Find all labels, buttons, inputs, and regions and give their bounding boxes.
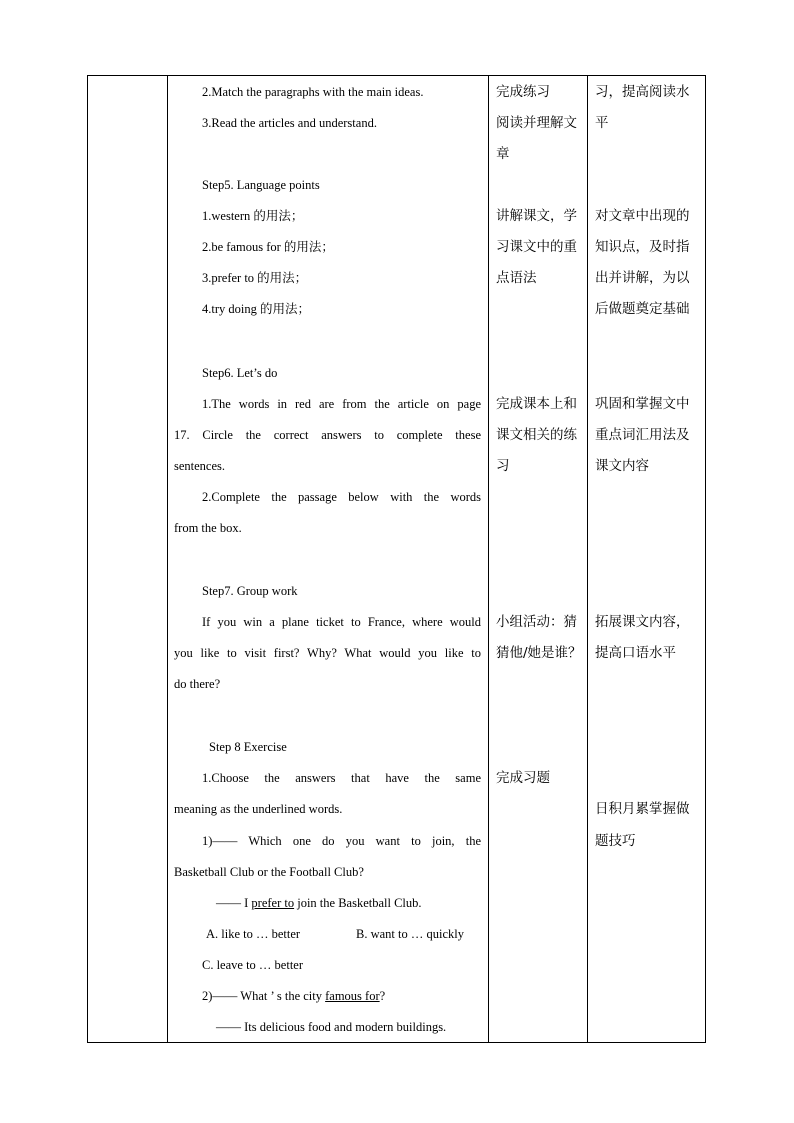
question1-line: 1)—— Which one do you want to join, the xyxy=(202,834,481,848)
intent-text: 对文章中出现的 xyxy=(595,208,690,224)
intent-text: 出并讲解，为以 xyxy=(595,270,690,286)
step8-title: Step 8 Exercise xyxy=(209,740,287,754)
activity-text: 阅读并理解文 xyxy=(496,115,577,131)
activity-text: 讲解课文，学 xyxy=(496,208,577,224)
step6-title: Step6. Let’s do xyxy=(202,366,278,380)
step8-line: 1.Choose the answers that have the same xyxy=(202,771,481,785)
step6-item1-line: sentences. xyxy=(174,459,226,473)
question1-option-a: A. like to … better xyxy=(206,927,301,941)
underlined-phrase: famous for xyxy=(325,989,380,1003)
intent-text: 后做题奠定基础 xyxy=(595,301,690,317)
question1-answer: —— I prefer to join the Basketball Club. xyxy=(216,896,422,910)
intent-text: 习，提高阅读水 xyxy=(595,84,690,100)
question2-answer: —— Its delicious food and modern buildings. xyxy=(216,1020,447,1034)
step7-line: do there? xyxy=(174,677,221,691)
step5-item: 4.try doing 的用法； xyxy=(202,302,310,316)
activity-text: 习课文中的重 xyxy=(496,239,577,255)
activity-text: 完成习题 xyxy=(496,770,550,786)
step6-item1-line: 17. Circle the correct answers to complete these xyxy=(174,428,481,442)
activity-text: 课文相关的练 xyxy=(496,427,577,443)
intent-text: 平 xyxy=(595,115,609,131)
reading-task-read: 3.Read the articles and understand. xyxy=(202,116,377,130)
intent-text: 巩固和掌握文中 xyxy=(595,396,690,412)
column-divider-1 xyxy=(167,75,168,1043)
activity-text: 猜他/她是谁？ xyxy=(496,645,582,661)
column-divider-3 xyxy=(587,75,588,1043)
activity-text: 小组活动：猜 xyxy=(496,614,577,630)
intent-text: 课文内容 xyxy=(595,458,649,474)
activity-text: 完成练习 xyxy=(496,84,550,100)
intent-text: 拓展课文内容， xyxy=(595,614,690,630)
intent-text: 提高口语水平 xyxy=(595,645,676,661)
activity-text: 点语法 xyxy=(496,270,537,286)
step7-title: Step7. Group work xyxy=(202,584,298,598)
step8-line: meaning as the underlined words. xyxy=(174,802,343,816)
activity-text: 完成课本上和 xyxy=(496,396,577,412)
step7-line: If you win a plane ticket to France, where would xyxy=(202,615,481,629)
intent-text: 题技巧 xyxy=(595,833,636,849)
step6-item2-line: 2.Complete the passage below with the words xyxy=(202,490,481,504)
underlined-phrase: prefer to xyxy=(251,896,295,910)
step5-item: 1.western 的用法； xyxy=(202,209,304,223)
step6-item1-line: 1.The words in red are from the article on page xyxy=(202,397,481,411)
question1-option-c: C. leave to … better xyxy=(202,958,304,972)
step5-item: 2.be famous for 的用法； xyxy=(202,240,334,254)
question2-line: 2)—— What ’ s the city famous for? xyxy=(202,989,386,1003)
step5-item: 3.prefer to 的用法； xyxy=(202,271,308,285)
intent-text: 重点词汇用法及 xyxy=(595,427,690,443)
question1-line: Basketball Club or the Football Club? xyxy=(174,865,364,879)
intent-text: 知识点，及时指 xyxy=(595,239,690,255)
step7-line: you like to visit first? Why? What would you like to xyxy=(174,646,481,660)
reading-task-match: 2.Match the paragraphs with the main ideas. xyxy=(202,85,424,99)
intent-text: 日积月累掌握做 xyxy=(595,801,690,817)
step5-title: Step5. Language points xyxy=(202,178,320,192)
activity-text: 章 xyxy=(496,146,510,162)
question1-option-b: B. want to … quickly xyxy=(356,927,464,941)
activity-text: 习 xyxy=(496,458,510,474)
step6-item2-line: from the box. xyxy=(174,521,242,535)
